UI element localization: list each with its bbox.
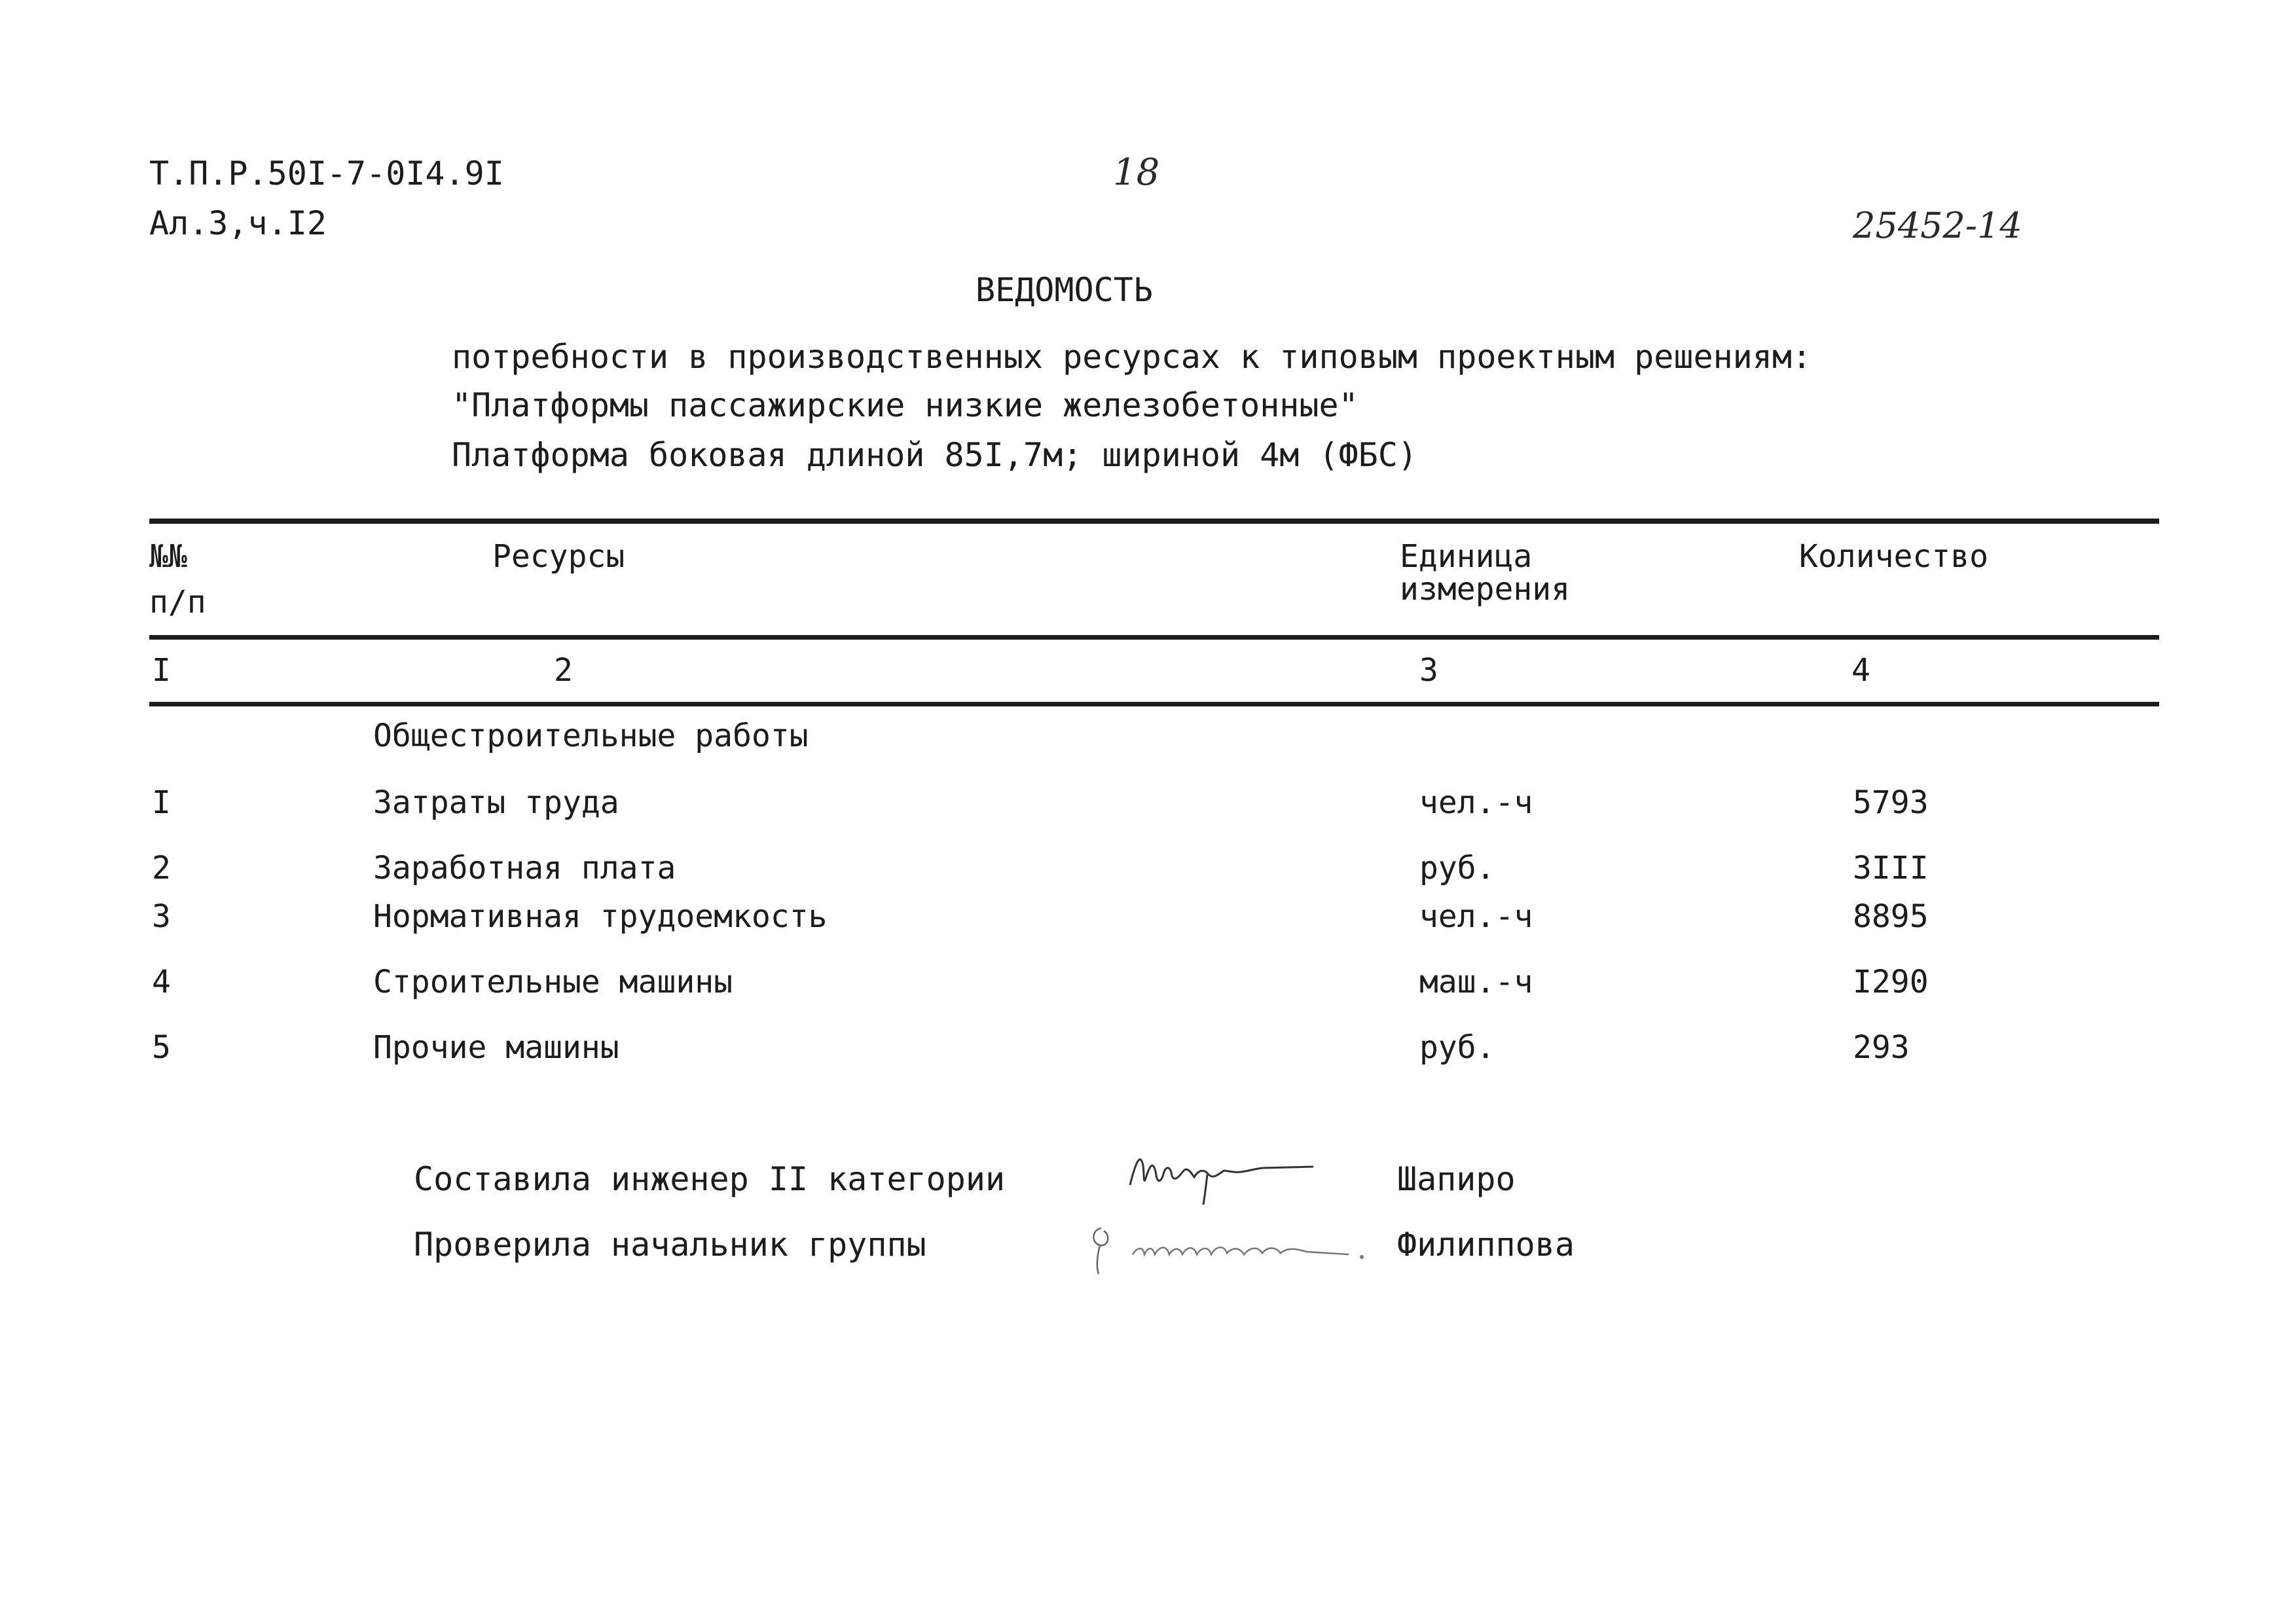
row-resource-name: Строительные машины bbox=[373, 964, 733, 1000]
header-num-line2: п/п bbox=[149, 584, 206, 621]
column-number-1: I bbox=[152, 652, 171, 689]
compiled-by-name: Шапиро bbox=[1397, 1160, 1516, 1198]
header-num-line1: №№ bbox=[149, 538, 187, 575]
column-number-2: 2 bbox=[554, 652, 573, 689]
compiled-by-role: Составила инженер II категории bbox=[414, 1160, 1006, 1198]
column-number-4: 4 bbox=[1851, 652, 1870, 689]
title-line-2: "Платформы пассажирские низкие железобетонные" bbox=[452, 386, 1358, 424]
title-line-3: Платформа боковая длиной 85I,7м; шириной 4м (ФБС) bbox=[452, 436, 1418, 474]
row-resource-name: Затраты труда bbox=[373, 784, 619, 821]
row-number: 3 bbox=[152, 898, 171, 935]
checked-by-role: Проверила начальник группы bbox=[414, 1226, 926, 1264]
table-top-rule bbox=[149, 519, 2159, 524]
header-resources: Ресурсы bbox=[492, 538, 625, 575]
page-number: 18 bbox=[1113, 151, 1160, 194]
row-unit: руб. bbox=[1419, 1029, 1495, 1066]
section-title: Общестроительные работы bbox=[373, 718, 809, 754]
row-resource-name: Прочие машины bbox=[373, 1029, 619, 1066]
handwritten-signature-filippova bbox=[1087, 1209, 1388, 1281]
row-quantity: 8895 bbox=[1853, 898, 1929, 935]
row-resource-name: Нормативная трудоемкость bbox=[373, 898, 828, 935]
row-unit: чел.-ч bbox=[1419, 784, 1533, 821]
title-line-1: потребности в производственных ресурсах к типовым проектным решениям: bbox=[452, 338, 1812, 376]
header-unit-line1: Единица bbox=[1400, 538, 1533, 575]
row-quantity: 3III bbox=[1853, 850, 1929, 886]
row-number: 2 bbox=[152, 850, 171, 886]
row-number: 4 bbox=[152, 964, 171, 1000]
document-code: Т.П.Р.50I-7-0I4.9I bbox=[149, 155, 504, 192]
checked-by-name: Филиппова bbox=[1397, 1226, 1575, 1264]
handwritten-signature-shapiro bbox=[1123, 1139, 1320, 1211]
header-quantity: Количество bbox=[1799, 538, 1988, 575]
column-numbers-rule bbox=[149, 702, 2159, 706]
row-quantity: 5793 bbox=[1853, 784, 1929, 821]
row-number: 5 bbox=[152, 1029, 171, 1066]
row-quantity: 293 bbox=[1853, 1029, 1910, 1066]
document-heading: ВЕДОМОСТЬ bbox=[975, 271, 1153, 309]
row-resource-name: Заработная плата bbox=[373, 850, 676, 886]
header-unit-line2: измерения bbox=[1400, 571, 1571, 608]
album-reference: Ал.3,ч.I2 bbox=[149, 204, 327, 242]
row-unit: маш.-ч bbox=[1419, 964, 1533, 1000]
inventory-number: 25452-14 bbox=[1853, 205, 2022, 246]
row-unit: руб. bbox=[1419, 850, 1495, 886]
column-number-3: 3 bbox=[1419, 652, 1438, 689]
header-bottom-rule bbox=[149, 635, 2159, 640]
row-unit: чел.-ч bbox=[1419, 898, 1533, 935]
row-number: I bbox=[152, 784, 171, 821]
row-quantity: I290 bbox=[1853, 964, 1929, 1000]
